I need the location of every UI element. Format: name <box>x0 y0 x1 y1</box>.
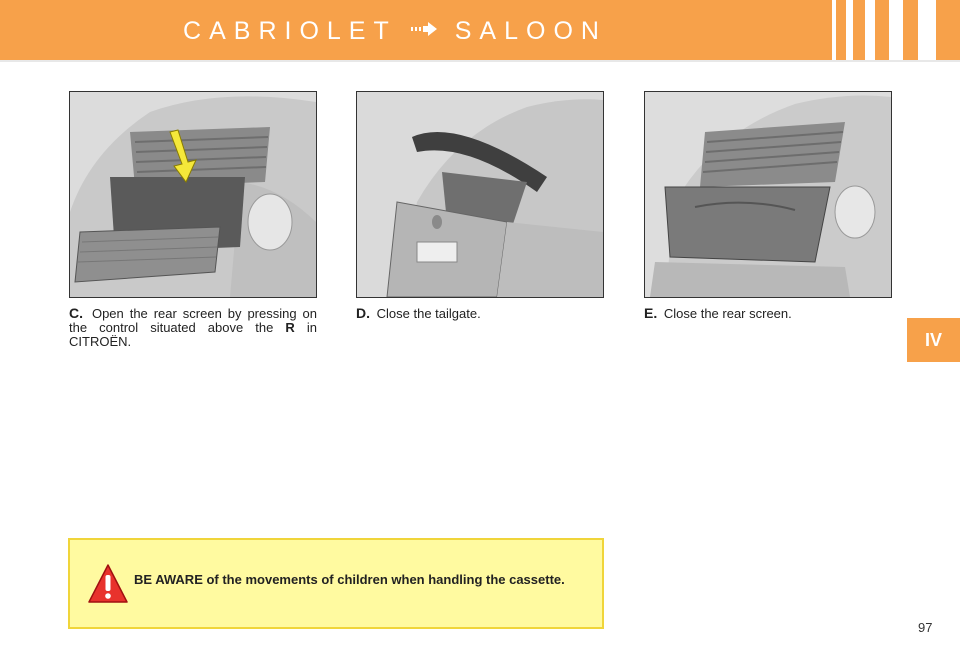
header-divider <box>0 60 960 62</box>
step-c-text: Open the rear screen by pressing on the control situated above the <box>69 306 317 335</box>
caption-step-d <box>356 306 604 321</box>
photo-step-e <box>644 91 892 298</box>
step-d-text: Close the tailgate. <box>376 306 481 321</box>
title-cabriolet: CABRIOLET <box>183 17 397 45</box>
warning-text: BE AWARE of the movements of children when handling the cassette. <box>134 572 565 587</box>
step-e-text: Close the rear screen. <box>663 306 792 321</box>
page-title <box>0 0 790 60</box>
exclamation-triangle-icon <box>87 563 129 605</box>
step-letter-c: C. <box>69 305 83 321</box>
title-saloon: SALOON <box>454 17 607 45</box>
warning-box <box>68 538 604 629</box>
page-header <box>0 0 960 60</box>
photo-step-d <box>356 91 604 298</box>
caption-step-e <box>644 306 892 321</box>
step-letter-d: D. <box>356 305 370 321</box>
page-number: 97 <box>918 620 933 635</box>
right-arrow-icon <box>411 22 437 36</box>
photo-step-c <box>69 91 317 298</box>
header-stripes <box>832 0 948 60</box>
step-c-text-end: in CITROËN. <box>69 320 317 349</box>
step-c-bold-letter: R <box>285 320 295 335</box>
chapter-tab: IV <box>907 318 960 362</box>
step-letter-e: E. <box>644 305 658 321</box>
caption-step-c <box>69 306 317 349</box>
